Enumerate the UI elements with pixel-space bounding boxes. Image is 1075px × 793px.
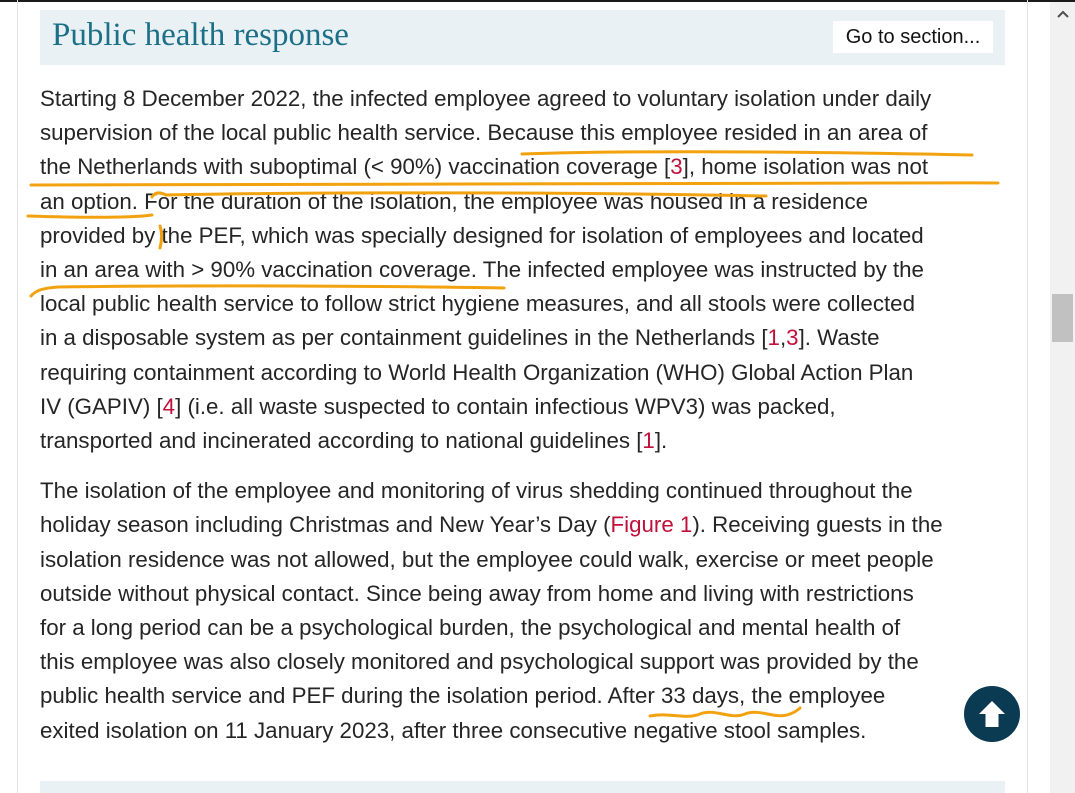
- reference-link[interactable]: 3: [670, 154, 683, 180]
- back-to-top-button[interactable]: [964, 686, 1020, 742]
- text-line: transported and incinerated according to national guidelines [1].: [40, 428, 668, 454]
- paragraph: [40, 474, 1006, 748]
- reference-link[interactable]: 1: [642, 428, 655, 454]
- figure-link[interactable]: Figure 1: [610, 512, 693, 538]
- top-border: [0, 0, 1075, 2]
- section-title: Public health response: [52, 17, 349, 53]
- section-header: [40, 10, 1005, 65]
- text-line: this employee was also closely monitored and psychological support was provided by the: [40, 649, 919, 675]
- scroll-up-button[interactable]: [1050, 2, 1075, 26]
- text-line: for a long period can be a psychological burden, the psychological and mental health of: [40, 615, 901, 641]
- arrow-up-icon: [977, 698, 1007, 730]
- paragraph: [40, 82, 1006, 458]
- text-line: provided by the PEF, which was specially designed for isolation of employees and located: [40, 222, 924, 248]
- text-line: The isolation of the employee and monitoring of virus shedding continued throughout the: [40, 478, 913, 504]
- text-line: requiring containment according to World Health Organization (WHO) Global Action Plan: [40, 359, 914, 385]
- text-line: outside without physical contact. Since being away from home and living with restrictions: [40, 580, 914, 606]
- text-line: exited isolation on 11 January 2023, after three consecutive negative stool samples.: [40, 717, 867, 743]
- scrollbar-thumb[interactable]: [1052, 294, 1073, 342]
- next-section-header: [40, 781, 1005, 793]
- text-line: an option. For the duration of the isolation, the employee was housed in a residence: [40, 188, 868, 214]
- content-right-border: [1027, 0, 1028, 793]
- text-line: in an area with > 90% vaccination coverage. The infected employee was instructed by the: [40, 257, 924, 283]
- reference-link[interactable]: 4: [162, 393, 176, 419]
- text-line: IV (GAPIV) [4] (i.e. all waste suspected to contain infectious WPV3) was packed,: [40, 393, 836, 419]
- text-line: holiday season including Christmas and New Year’s Day (Figure 1). Receiving guests in the: [40, 512, 943, 538]
- text-line: public health service and PEF during the isolation period. After 33 days, the employee: [40, 683, 886, 709]
- text-line: in a disposable system as per containment guidelines in the Netherlands [1,3]. Waste: [40, 325, 880, 351]
- vertical-scrollbar[interactable]: [1050, 2, 1075, 793]
- go-to-section-button[interactable]: Go to section...: [833, 21, 993, 53]
- text-line: local public health service to follow strict hygiene measures, and all stools were collected: [40, 291, 915, 317]
- text-line: isolation residence was not allowed, but the employee could walk, exercise or meet people: [40, 546, 934, 572]
- reference-link[interactable]: 3: [786, 325, 799, 351]
- text-line: supervision of the local public health service. Because this employee resided in an area of: [40, 120, 928, 146]
- reference-link[interactable]: 1: [767, 325, 780, 351]
- chevron-up-icon: [1057, 10, 1069, 18]
- content-left-border: [17, 0, 18, 793]
- text-line: Starting 8 December 2022, the infected employee agreed to voluntary isolation under daily: [40, 86, 932, 111]
- text-line: the Netherlands with suboptimal (< 90%) vaccination coverage [3], home isolation was not: [40, 154, 929, 180]
- article-body: [40, 82, 1006, 748]
